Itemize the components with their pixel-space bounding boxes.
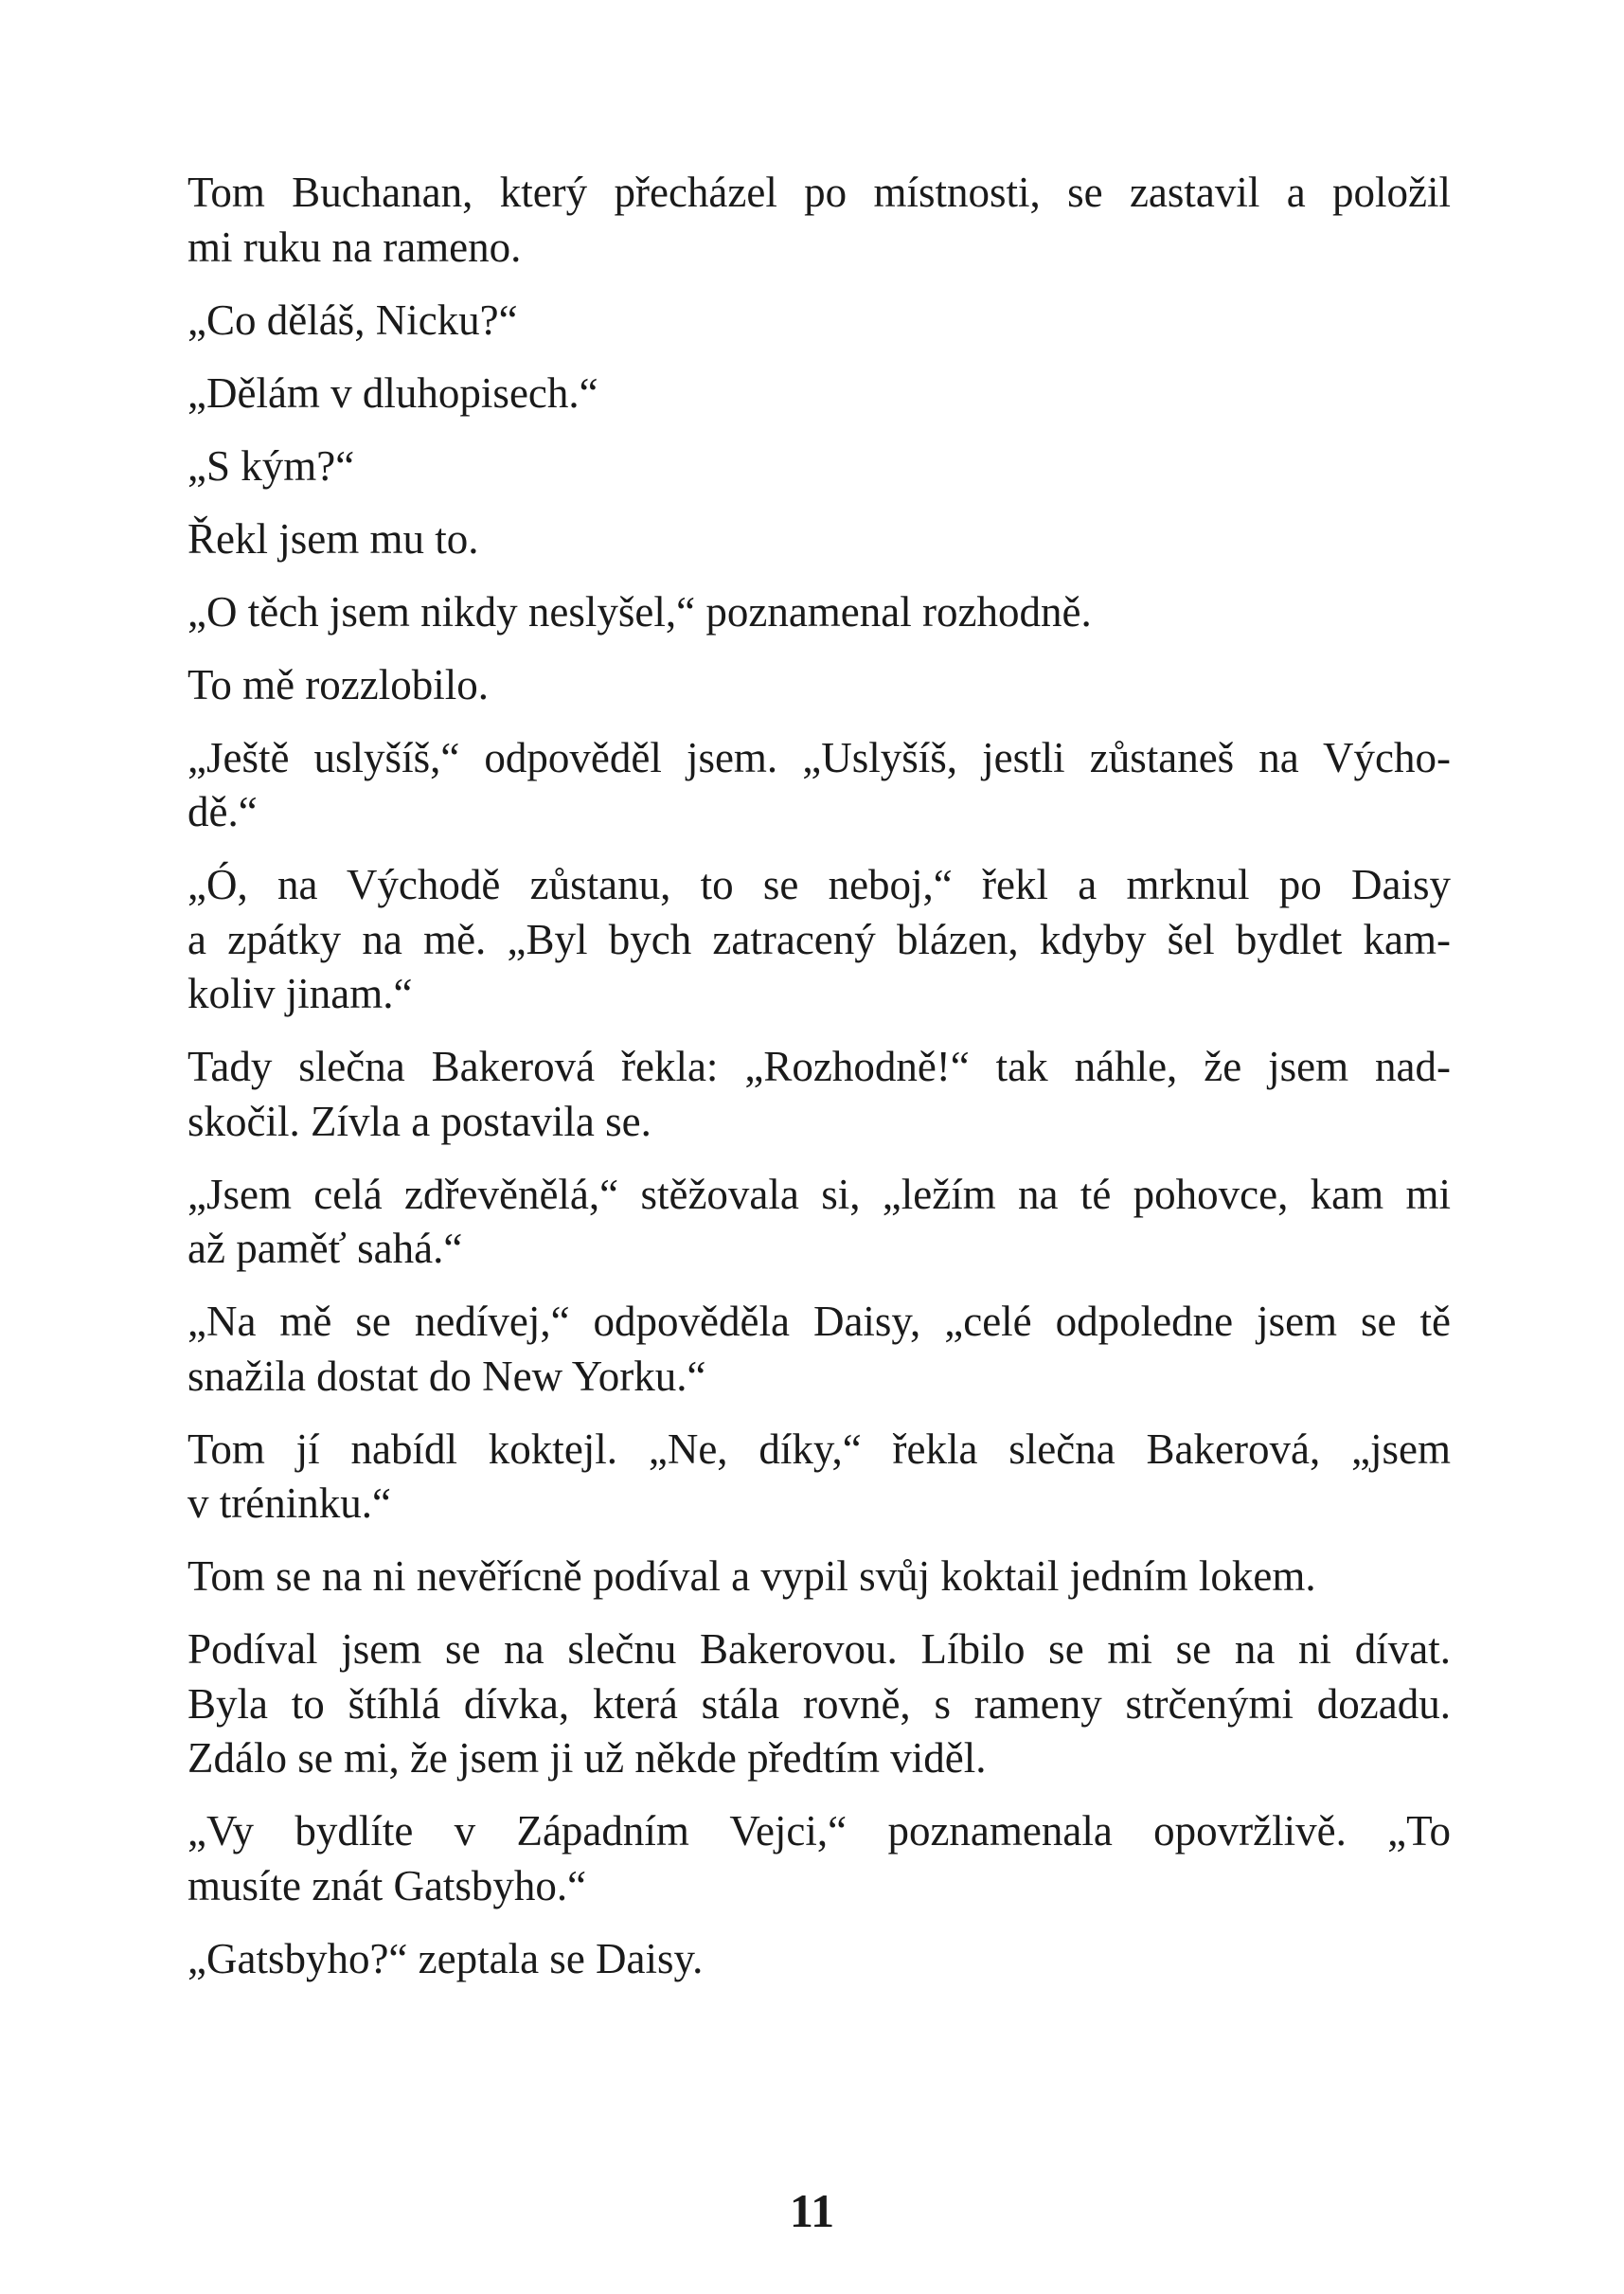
- paragraph: [187, 1804, 1451, 1913]
- text-line: Tom Buchanan, který přecházel po místnosti, se zastavil a položil: [187, 169, 1451, 216]
- text-line: dě.“: [187, 788, 258, 835]
- paragraph: [187, 367, 1451, 421]
- paragraph: [187, 731, 1451, 840]
- paragraph: [187, 1168, 1451, 1277]
- text-line: až paměť sahá.“: [187, 1225, 463, 1272]
- text-line: „Jsem celá zdřevěnělá,“ stěžovala si, „ležím na té pohovce, kam mi: [187, 1170, 1451, 1218]
- text-line: a zpátky na mě. „Byl bych zatracený blázen, kdyby šel bydlet kam-: [187, 915, 1451, 963]
- text-line: „Ještě uslyšíš,“ odpověděl jsem. „Uslyšíš, jestli zůstaneš na Výcho-: [187, 733, 1451, 781]
- text-line: mi ruku na rameno.: [187, 223, 522, 271]
- text-line: Podíval jsem se na slečnu Bakerovou. Líbilo se mi se na ni dívat.: [187, 1625, 1451, 1673]
- paragraph: [187, 1550, 1451, 1604]
- text-line: „Vy bydlíte v Západním Vejci,“ poznamenala opovržlivě. „To: [187, 1807, 1451, 1855]
- text-line: koliv jinam.“: [187, 970, 413, 1017]
- paragraph: [187, 512, 1451, 567]
- paragraph: [187, 1622, 1451, 1786]
- paragraph: [187, 858, 1451, 1022]
- text-line: Tady slečna Bakerová řekla: „Rozhodně!“ tak náhle, že jsem nad-: [187, 1043, 1451, 1090]
- page-number: 11: [789, 2184, 835, 2237]
- text-line: musíte znát Gatsbyho.“: [187, 1861, 587, 1909]
- text-line: snažila dostat do New Yorku.“: [187, 1352, 706, 1400]
- text-line: Tom se na ni nevěřícně podíval a vypil svůj koktail jedním lokem.: [187, 1552, 1316, 1600]
- text-line: „Co děláš, Nicku?“: [187, 296, 518, 344]
- text-line: „Na mě se nedívej,“ odpověděla Daisy, „celé odpoledne jsem se tě: [187, 1298, 1451, 1345]
- text-line: To mě rozzlobilo.: [187, 660, 490, 708]
- text-line: v tréninku.“: [187, 1479, 391, 1527]
- paragraph: [187, 166, 1451, 275]
- body-text: [187, 166, 1451, 2005]
- paragraph: [187, 439, 1451, 494]
- paragraph: [187, 1040, 1451, 1149]
- text-line: Řekl jsem mu to.: [187, 514, 479, 563]
- text-line: „O těch jsem nikdy neslyšel,“ poznamenal rozhodně.: [187, 587, 1092, 636]
- text-line: „Ó, na Východě zůstanu, to se neboj,“ řekl a mrknul po Daisy: [187, 861, 1451, 908]
- paragraph: [187, 585, 1451, 640]
- paragraph: [187, 658, 1451, 713]
- text-line: Zdálo se mi, že jsem ji už někde předtím viděl.: [187, 1734, 987, 1782]
- text-line: skočil. Zívla a postavila se.: [187, 1097, 651, 1145]
- text-line: Byla to štíhlá dívka, která stála rovně, s rameny strčenými dozadu.: [187, 1679, 1451, 1728]
- text-line: Tom jí nabídl koktejl. „Ne, díky,“ řekla slečna Bakerová, „jsem: [187, 1425, 1451, 1473]
- text-line: „Gatsbyho?“ zeptala se Daisy.: [187, 1934, 704, 1982]
- paragraph: [187, 1423, 1451, 1532]
- text-line: „Dělám v dluhopisech.“: [187, 368, 598, 417]
- paragraph: [187, 1295, 1451, 1404]
- text-line: „S kým?“: [187, 441, 355, 490]
- paragraph: [187, 1932, 1451, 1987]
- paragraph: [187, 294, 1451, 349]
